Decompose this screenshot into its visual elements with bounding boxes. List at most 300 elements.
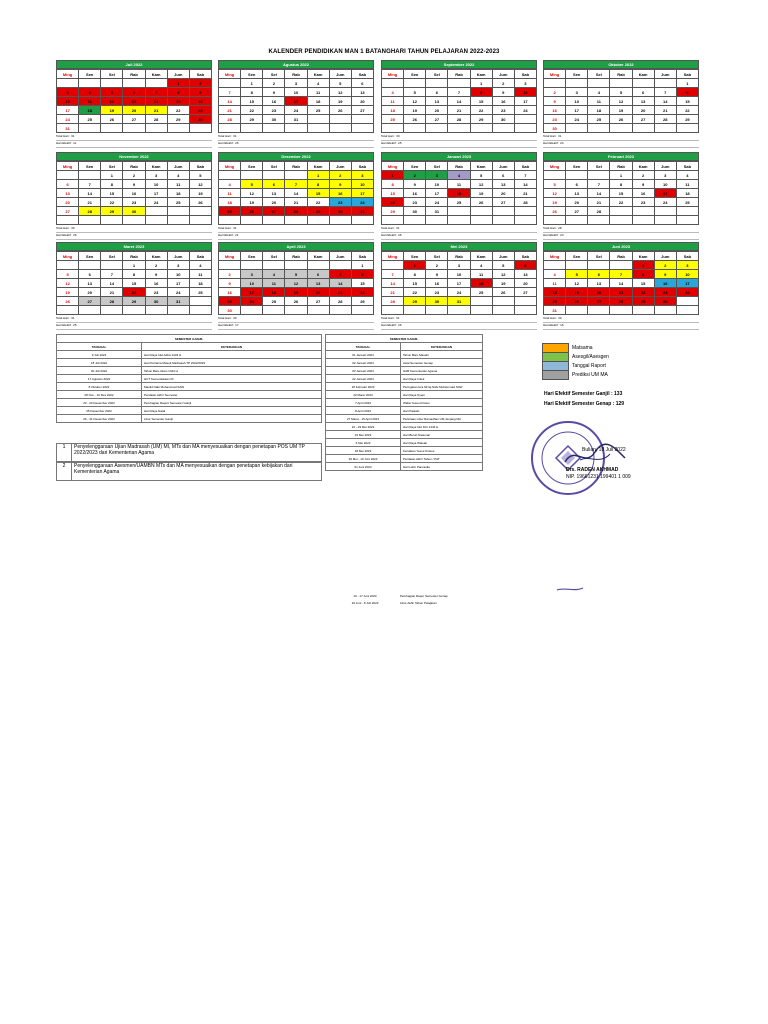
day-cell: 26 (101, 115, 123, 124)
row-date: 18 Mei 2023 (326, 447, 401, 455)
day-cell: 21 (588, 198, 610, 207)
day-cell: 3 (285, 79, 307, 88)
day-cell: 5 (492, 261, 514, 270)
day-cell: 11 (382, 97, 404, 106)
day-cell (566, 79, 588, 88)
day-cell: 25 (79, 115, 101, 124)
effective-days: Hari Efektif : 26 (381, 233, 537, 240)
day-cell: 26 (404, 115, 426, 124)
day-cell (382, 124, 404, 133)
day-cell: 26 (241, 207, 263, 216)
day-cell: 12 (241, 189, 263, 198)
day-cell: 10 (285, 88, 307, 97)
day-cell (263, 306, 285, 315)
day-cell (404, 124, 426, 133)
page-title: KALENDER PENDIDIKAN MAN 1 BATANGHARI TAHUN PELAJARAN 2022-2023 (268, 49, 500, 55)
weekday-header: Ming (382, 162, 404, 171)
row-info: Hari Raya Imlek (401, 375, 483, 383)
day-cell: 16 (263, 97, 285, 106)
day-cell (566, 124, 588, 133)
day-cell: 11 (448, 180, 470, 189)
month-title: Januari 2023 (381, 152, 537, 161)
row-date: 25 Desember 2022 (57, 407, 142, 415)
weekday-header: Jum (492, 252, 514, 261)
day-cell (189, 306, 211, 315)
day-cell: 3 (351, 171, 373, 180)
day-cell: 11 (676, 180, 698, 189)
day-cell (219, 171, 241, 180)
day-cell: 9 (654, 270, 676, 279)
day-cell: 5 (329, 79, 351, 88)
day-cell: 24 (57, 115, 79, 124)
day-cell: 6 (632, 88, 654, 97)
day-cell: 15 (470, 97, 492, 106)
day-cell: 21 (448, 106, 470, 115)
day-cell: 7 (101, 270, 123, 279)
weekday-header: Rab (448, 70, 470, 79)
day-cell: 29 (167, 115, 189, 124)
weekday-header: Kam (470, 162, 492, 171)
day-cell: 30 (145, 297, 167, 306)
day-cell: 5 (544, 180, 566, 189)
day-cell (544, 171, 566, 180)
table-row (57, 399, 322, 407)
day-cell: 4 (676, 171, 698, 180)
row-info: Hari Paskah (401, 407, 483, 415)
day-cell: 7 (654, 88, 676, 97)
note-2: 2 Penyelenggaraan Asesmen/UAMBN MTs dan MA menyesuaikan dengan penetapan kebijakan dari Kementerian Agama (56, 462, 322, 481)
month-title: Agustus 2022 (218, 60, 374, 69)
row-info: HUT Kemerdekaan RI (142, 375, 322, 383)
day-cell: 10 (676, 270, 698, 279)
day-cell (285, 261, 307, 270)
signature-nip: NIP. 19661231 199401 1 009 (566, 474, 631, 480)
day-cell: 1 (470, 79, 492, 88)
day-cell: 6 (79, 270, 101, 279)
day-cell (263, 261, 285, 270)
table-row (326, 423, 483, 431)
row-info: Tahun Baru Islam 1444 H (142, 367, 322, 375)
day-cell (566, 171, 588, 180)
day-cell (307, 216, 329, 225)
day-cell: 29 (123, 297, 145, 306)
day-cell: 27 (514, 288, 536, 297)
legend (542, 343, 642, 379)
day-cell: 21 (219, 106, 241, 115)
day-cell: 7 (588, 180, 610, 189)
day-cell (189, 297, 211, 306)
day-cell: 21 (101, 288, 123, 297)
day-cell: 17 (676, 279, 698, 288)
day-cell: 23 (426, 288, 448, 297)
row-date: 7 April 2023 (326, 399, 401, 407)
day-cell: 15 (167, 97, 189, 106)
day-cell: 2 (123, 171, 145, 180)
day-cell: 26 (57, 297, 79, 306)
month-title: Oktober 2022 (543, 60, 699, 69)
table-row (57, 391, 322, 399)
legend-item: Matsama (542, 343, 642, 352)
day-cell: 3 (514, 79, 536, 88)
day-cell (101, 124, 123, 133)
day-cell (307, 261, 329, 270)
day-cell: 24 (351, 198, 373, 207)
day-cell (285, 216, 307, 225)
month-calendar (56, 60, 212, 148)
day-cell (351, 216, 373, 225)
notes (56, 443, 322, 481)
day-cell: 26 (610, 115, 632, 124)
day-cell: 10 (514, 88, 536, 97)
weekday-header: Rab (610, 252, 632, 261)
day-cell (382, 306, 404, 315)
bottom-row: 19 Juni - 8 Juli 2023 Libur Akhir Tahun Pelajaran (351, 600, 437, 605)
day-cell: 26 (492, 288, 514, 297)
weekday-header: Kam (470, 252, 492, 261)
day-cell: 21 (79, 198, 101, 207)
table-row (57, 383, 322, 391)
day-cell: 22 (123, 288, 145, 297)
day-cell (632, 216, 654, 225)
day-cell: 8 (351, 270, 373, 279)
day-cell (492, 124, 514, 133)
day-cell (654, 79, 676, 88)
day-cell: 3 (566, 88, 588, 97)
day-cell: 10 (426, 180, 448, 189)
day-cell: 25 (189, 288, 211, 297)
day-cell: 22 (470, 106, 492, 115)
table-row (326, 359, 483, 367)
day-cell: 24 (654, 198, 676, 207)
day-cell (145, 124, 167, 133)
weekday-header: Sab (351, 70, 373, 79)
day-cell: 24 (514, 106, 536, 115)
day-cell (167, 216, 189, 225)
effective-days: Hari Efektif : 24 (543, 141, 699, 148)
row-date: 30 Juli 2022 (57, 367, 142, 375)
day-cell (79, 306, 101, 315)
day-cell: 23 (404, 198, 426, 207)
signature-name: Drs. RADEN AKHMAD (566, 467, 619, 473)
day-cell: 23 (632, 198, 654, 207)
weekday-header: Sel (426, 70, 448, 79)
weekday-header: Sel (101, 70, 123, 79)
day-cell: 28 (285, 207, 307, 216)
row-date: 01 Mei 2023 (326, 431, 401, 439)
day-cell: 14 (588, 189, 610, 198)
weekday-header: Sab (514, 70, 536, 79)
row-date: 17 Agustus 2022 (57, 375, 142, 383)
day-cell: 26 (189, 198, 211, 207)
day-cell (566, 261, 588, 270)
day-cell (588, 261, 610, 270)
day-cell (241, 306, 263, 315)
day-cell: 21 (654, 106, 676, 115)
day-cell: 29 (404, 297, 426, 306)
day-cell: 13 (123, 97, 145, 106)
day-cell: 5 (566, 270, 588, 279)
day-cell (329, 216, 351, 225)
day-cell: 9 (145, 270, 167, 279)
row-info: Kenaikan Yesus Kristus (401, 447, 483, 455)
col-info: KETERANGAN (401, 343, 483, 351)
day-cell: 8 (167, 88, 189, 97)
weekday-header: Jum (654, 252, 676, 261)
effective-days: Hari Efektif : 16 (543, 323, 699, 330)
weekday-header: Sab (676, 70, 698, 79)
day-cell: 20 (57, 198, 79, 207)
day-cell: 29 (632, 297, 654, 306)
row-info: Hari Lahir Pancasila (401, 463, 483, 471)
day-cell: 30 (329, 207, 351, 216)
day-cell: 12 (610, 97, 632, 106)
total-days: Total Hari : 31 (56, 316, 212, 323)
day-cell: 14 (610, 279, 632, 288)
day-cell: 25 (307, 106, 329, 115)
day-cell: 22 (101, 198, 123, 207)
weekday-header: Sab (514, 162, 536, 171)
day-cell: 10 (654, 180, 676, 189)
day-cell: 15 (241, 97, 263, 106)
day-cell (307, 115, 329, 124)
day-cell: 6 (351, 79, 373, 88)
day-cell (285, 171, 307, 180)
day-cell: 27 (632, 115, 654, 124)
weekday-header: Sel (263, 252, 285, 261)
day-cell (492, 306, 514, 315)
day-cell: 28 (145, 115, 167, 124)
day-cell: 13 (351, 88, 373, 97)
day-cell: 28 (588, 207, 610, 216)
day-cell (404, 306, 426, 315)
day-cell: 21 (514, 189, 536, 198)
month-calendar (218, 152, 374, 240)
legend-item: Asesgil/Asesgen (542, 352, 642, 361)
day-cell: 7 (610, 270, 632, 279)
day-cell: 20 (307, 288, 329, 297)
day-cell: 14 (79, 189, 101, 198)
day-cell: 25 (219, 207, 241, 216)
day-cell (448, 216, 470, 225)
day-cell (219, 216, 241, 225)
day-cell: 29 (676, 115, 698, 124)
day-cell: 11 (79, 97, 101, 106)
row-date: 29 Mei - 10 Juni 2023 (326, 455, 401, 463)
row-info: Maulid Nabi Muhammad SAW (142, 383, 322, 391)
day-cell: 6 (426, 88, 448, 97)
day-cell: 15 (307, 189, 329, 198)
day-cell: 17 (167, 279, 189, 288)
total-days: Total Hari : 31 (218, 134, 374, 141)
day-cell: 9 (263, 88, 285, 97)
day-cell (382, 79, 404, 88)
month-calendar (543, 242, 699, 330)
weekday-header: Rab (285, 70, 307, 79)
day-cell (101, 216, 123, 225)
day-cell: 18 (167, 189, 189, 198)
month-calendar (381, 152, 537, 240)
day-cell: 12 (57, 279, 79, 288)
total-days: Total Hari : 31 (543, 134, 699, 141)
day-cell (514, 115, 536, 124)
day-cell (426, 79, 448, 88)
day-cell (241, 261, 263, 270)
day-cell: 20 (351, 97, 373, 106)
day-cell: 1 (610, 171, 632, 180)
row-info: HAB Kementerian Agama (401, 367, 483, 375)
table-row (326, 367, 483, 375)
day-cell: 14 (382, 279, 404, 288)
day-cell: 26 (544, 207, 566, 216)
day-cell (123, 216, 145, 225)
day-cell: 16 (492, 97, 514, 106)
day-cell (382, 261, 404, 270)
day-cell: 12 (470, 180, 492, 189)
weekday-header: Jum (654, 162, 676, 171)
day-cell (57, 79, 79, 88)
weekday-header: Jum (167, 162, 189, 171)
day-cell: 23 (123, 198, 145, 207)
day-cell: 5 (404, 88, 426, 97)
day-cell: 23 (544, 115, 566, 124)
day-cell (123, 124, 145, 133)
day-cell: 16 (189, 97, 211, 106)
day-cell: 19 (470, 189, 492, 198)
day-cell: 11 (588, 97, 610, 106)
weekday-header: Kam (307, 162, 329, 171)
day-cell (57, 306, 79, 315)
day-cell: 19 (610, 106, 632, 115)
day-cell: 8 (404, 270, 426, 279)
day-cell (101, 261, 123, 270)
day-cell (145, 207, 167, 216)
weekday-header: Sen (566, 70, 588, 79)
day-cell: 14 (514, 180, 536, 189)
day-cell: 19 (101, 106, 123, 115)
day-cell (426, 124, 448, 133)
day-cell: 23 (492, 106, 514, 115)
weekday-header: Jum (329, 252, 351, 261)
weekday-header: Kam (632, 162, 654, 171)
day-cell: 29 (382, 207, 404, 216)
day-cell: 15 (610, 189, 632, 198)
weekday-header: Sen (241, 70, 263, 79)
day-cell: 1 (123, 261, 145, 270)
day-cell: 8 (101, 180, 123, 189)
day-cell (470, 207, 492, 216)
row-date: 6 Mei 2023 (326, 439, 401, 447)
table-row (326, 391, 483, 399)
day-cell: 19 (57, 288, 79, 297)
day-cell: 16 (219, 288, 241, 297)
day-cell: 13 (263, 189, 285, 198)
semester-ganjil-table (56, 334, 322, 423)
day-cell: 7 (329, 270, 351, 279)
day-cell: 17 (426, 189, 448, 198)
day-cell (145, 306, 167, 315)
day-cell: 20 (263, 198, 285, 207)
day-cell: 21 (329, 288, 351, 297)
day-cell: 8 (470, 88, 492, 97)
day-cell: 31 (351, 207, 373, 216)
row-date: 18 Juli 2022 (57, 359, 142, 367)
row-date: 18 Februari 2023 (326, 383, 401, 391)
row-date: 23 - 24 Desember 2022 (57, 399, 142, 407)
day-cell: 28 (514, 198, 536, 207)
row-date: 9 Juli 2022 (57, 351, 142, 359)
day-cell: 12 (189, 180, 211, 189)
day-cell: 22 (404, 288, 426, 297)
day-cell (632, 124, 654, 133)
day-cell: 7 (514, 171, 536, 180)
effective-days: Hari Efektif : 17 (218, 323, 374, 330)
day-cell: 6 (514, 261, 536, 270)
day-cell: 1 (382, 171, 404, 180)
day-cell (654, 207, 676, 216)
weekday-header: Sel (588, 162, 610, 171)
day-cell: 31 (426, 207, 448, 216)
day-cell: 6 (123, 88, 145, 97)
weekday-header: Jum (167, 70, 189, 79)
day-cell: 21 (285, 198, 307, 207)
day-cell: 17 (514, 97, 536, 106)
day-cell: 14 (219, 97, 241, 106)
row-date: 26 - 31 Desember 2022 (57, 415, 142, 423)
day-cell: 25 (263, 297, 285, 306)
day-cell (189, 216, 211, 225)
day-cell: 23 (219, 297, 241, 306)
day-cell (448, 207, 470, 216)
day-cell: 26 (566, 297, 588, 306)
weekday-header: Kam (145, 70, 167, 79)
day-cell: 15 (676, 97, 698, 106)
day-cell: 12 (101, 97, 123, 106)
row-info: Peringatan Isra Mi'raj Nabi Muhammad SAW (401, 383, 483, 391)
day-cell: 19 (566, 288, 588, 297)
table-row (326, 415, 483, 423)
day-cell: 24 (448, 288, 470, 297)
day-cell: 29 (101, 207, 123, 216)
day-cell: 1 (676, 79, 698, 88)
weekday-header: Sen (404, 252, 426, 261)
weekday-header: Kam (632, 252, 654, 261)
day-cell: 12 (285, 279, 307, 288)
total-days: Total Hari : 31 (381, 316, 537, 323)
day-cell (404, 79, 426, 88)
day-cell: 28 (448, 115, 470, 124)
day-cell: 4 (544, 270, 566, 279)
day-cell: 28 (79, 207, 101, 216)
day-cell: 18 (448, 189, 470, 198)
day-cell: 20 (492, 189, 514, 198)
day-cell: 8 (676, 88, 698, 97)
day-cell: 16 (426, 279, 448, 288)
effective-days: Hari Efektif : 26 (56, 233, 212, 240)
day-cell (167, 124, 189, 133)
total-days: Total Hari : 28 (543, 226, 699, 233)
day-cell (351, 115, 373, 124)
month-calendar (218, 242, 374, 330)
day-cell: 10 (167, 270, 189, 279)
weekday-header: Sel (263, 70, 285, 79)
day-cell: 11 (263, 279, 285, 288)
day-cell: 20 (588, 288, 610, 297)
day-cell: 15 (123, 279, 145, 288)
day-cell: 8 (610, 180, 632, 189)
weekday-header: Sel (426, 162, 448, 171)
day-cell: 20 (123, 106, 145, 115)
day-cell: 23 (145, 288, 167, 297)
